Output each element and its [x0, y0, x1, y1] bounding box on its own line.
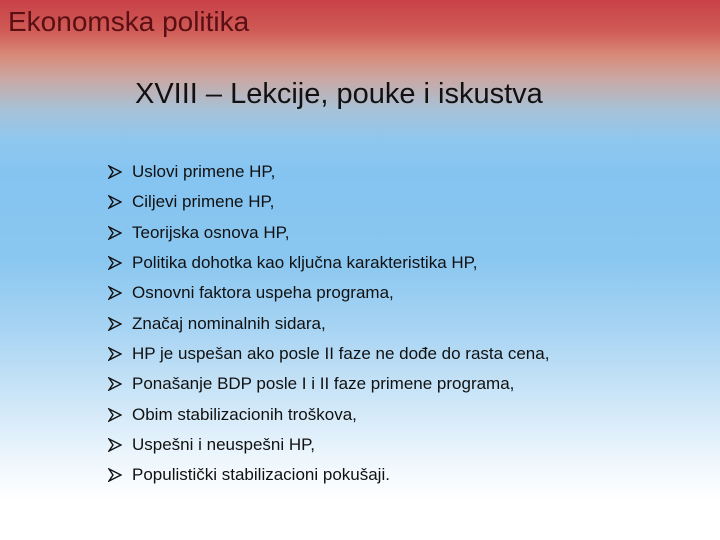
bullet-item	[108, 308, 549, 338]
arrowhead-bullet-icon	[108, 165, 122, 179]
bullet-text: Uspešni i neuspešni HP,	[132, 434, 316, 454]
slide-title: XVIII – Lekcije, pouke i iskustva	[135, 78, 543, 110]
bullet-item	[108, 248, 549, 278]
bullet-item	[108, 339, 549, 369]
bullet-text: Značaj nominalnih sidara,	[132, 313, 326, 333]
bullet-item	[108, 187, 549, 217]
arrowhead-bullet-icon	[108, 256, 122, 270]
bullet-text: Osnovni faktora uspeha programa,	[132, 283, 394, 303]
bullet-text: Politika dohotka kao ključna karakteristika HP,	[132, 253, 478, 273]
arrowhead-bullet-icon	[108, 468, 122, 482]
arrowhead-bullet-icon	[108, 347, 122, 361]
bullet-text: Obim stabilizacionih troškova,	[132, 404, 357, 424]
bullet-text: HP je uspešan ako posle II faze ne dođe do rasta cena,	[132, 343, 550, 363]
bullet-text: Ciljevi primene HP,	[132, 192, 275, 212]
arrowhead-bullet-icon	[108, 317, 122, 331]
arrowhead-bullet-icon	[108, 377, 122, 391]
bullet-text: Populistički stabilizacioni pokušaji.	[132, 465, 390, 485]
arrowhead-bullet-icon	[108, 286, 122, 300]
bullet-text: Teorijska osnova HP,	[132, 222, 290, 242]
bullet-item	[108, 399, 549, 429]
arrowhead-bullet-icon	[108, 195, 122, 209]
bullet-item	[108, 278, 549, 308]
bullet-list	[108, 157, 549, 490]
arrowhead-bullet-icon	[108, 226, 122, 240]
arrowhead-bullet-icon	[108, 408, 122, 422]
bullet-text: Ponašanje BDP posle I i II faze primene programa,	[132, 374, 515, 394]
bullet-item	[108, 157, 549, 187]
arrowhead-bullet-icon	[108, 438, 122, 452]
bullet-item	[108, 430, 549, 460]
slide-heading: Ekonomska politika	[8, 6, 250, 37]
bullet-item	[108, 369, 549, 399]
bullet-item	[108, 218, 549, 248]
bullet-text: Uslovi primene HP,	[132, 162, 276, 182]
bullet-item	[108, 460, 549, 490]
